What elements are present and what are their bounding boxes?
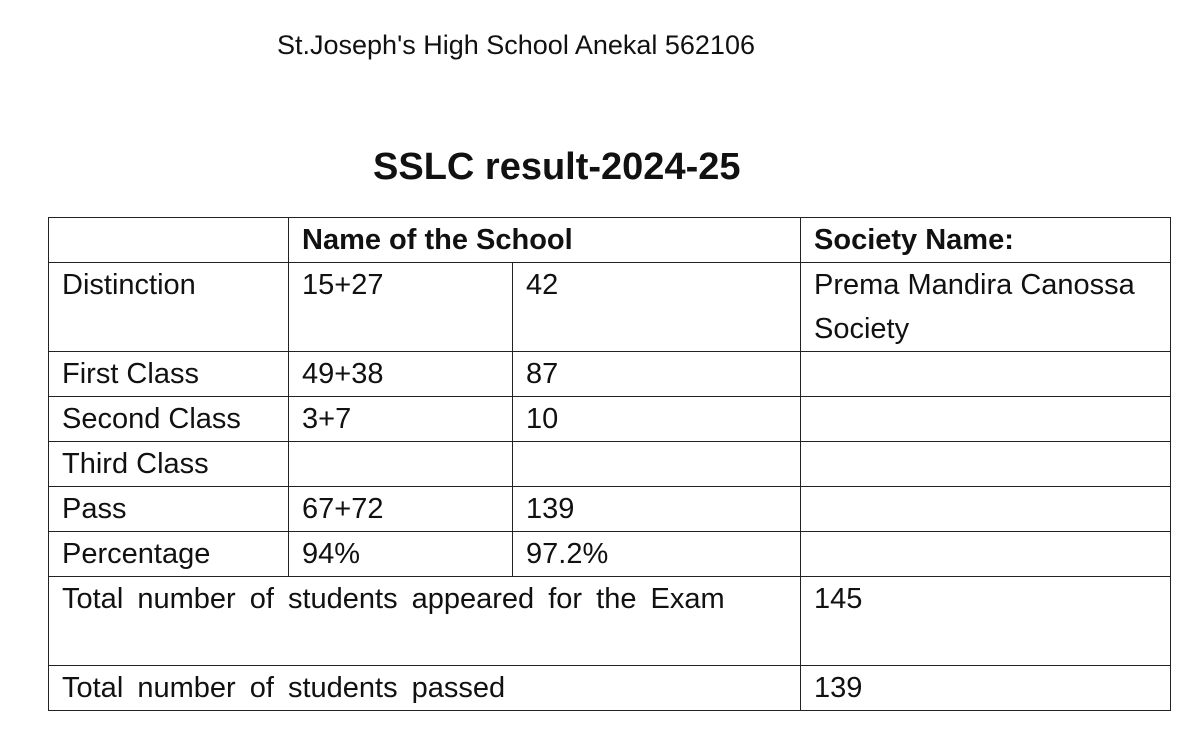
school-name: St.Joseph's High School Anekal 562106 [277,30,755,60]
table-row [49,352,1171,397]
row-label: Distinction [49,263,289,352]
row-total-value: 97.2% [513,532,801,577]
table-row [49,397,1171,442]
document-title: SSLC result-2024-25 [373,146,741,188]
row-total-value [513,442,801,487]
row-label: Pass [49,487,289,532]
table-cell-empty [801,442,1171,487]
row-label: First Class [49,352,289,397]
table-row [49,442,1171,487]
row-split-value [289,442,513,487]
row-split-value: 67+72 [289,487,513,532]
passed-value: 139 [801,666,1171,711]
appeared-label: Total number of students appeared for the Exam [49,577,801,666]
table-cell-empty [801,352,1171,397]
row-split-value: 49+38 [289,352,513,397]
row-total-value: 10 [513,397,801,442]
table-row [49,532,1171,577]
table-cell-empty [801,487,1171,532]
table-cell-empty [49,218,289,263]
table-cell-empty [801,532,1171,577]
appeared-value: 145 [801,577,1171,666]
row-label: Percentage [49,532,289,577]
row-split-value: 3+7 [289,397,513,442]
table-row [49,487,1171,532]
row-label: Third Class [49,442,289,487]
society-name-value: Prema Mandira Canossa Society [801,263,1171,352]
row-total-value: 42 [513,263,801,352]
result-table [48,217,1171,711]
row-split-value: 94% [289,532,513,577]
table-row [49,666,1171,711]
row-total-value: 87 [513,352,801,397]
table-row [49,263,1171,352]
passed-label: Total number of students passed [49,666,801,711]
society-header-cell: Society Name: [801,218,1171,263]
school-header-cell: Name of the School [289,218,801,263]
row-split-value: 15+27 [289,263,513,352]
table-header-row [49,218,1171,263]
row-label: Second Class [49,397,289,442]
table-row [49,577,1171,666]
table-cell-empty [801,397,1171,442]
row-total-value: 139 [513,487,801,532]
